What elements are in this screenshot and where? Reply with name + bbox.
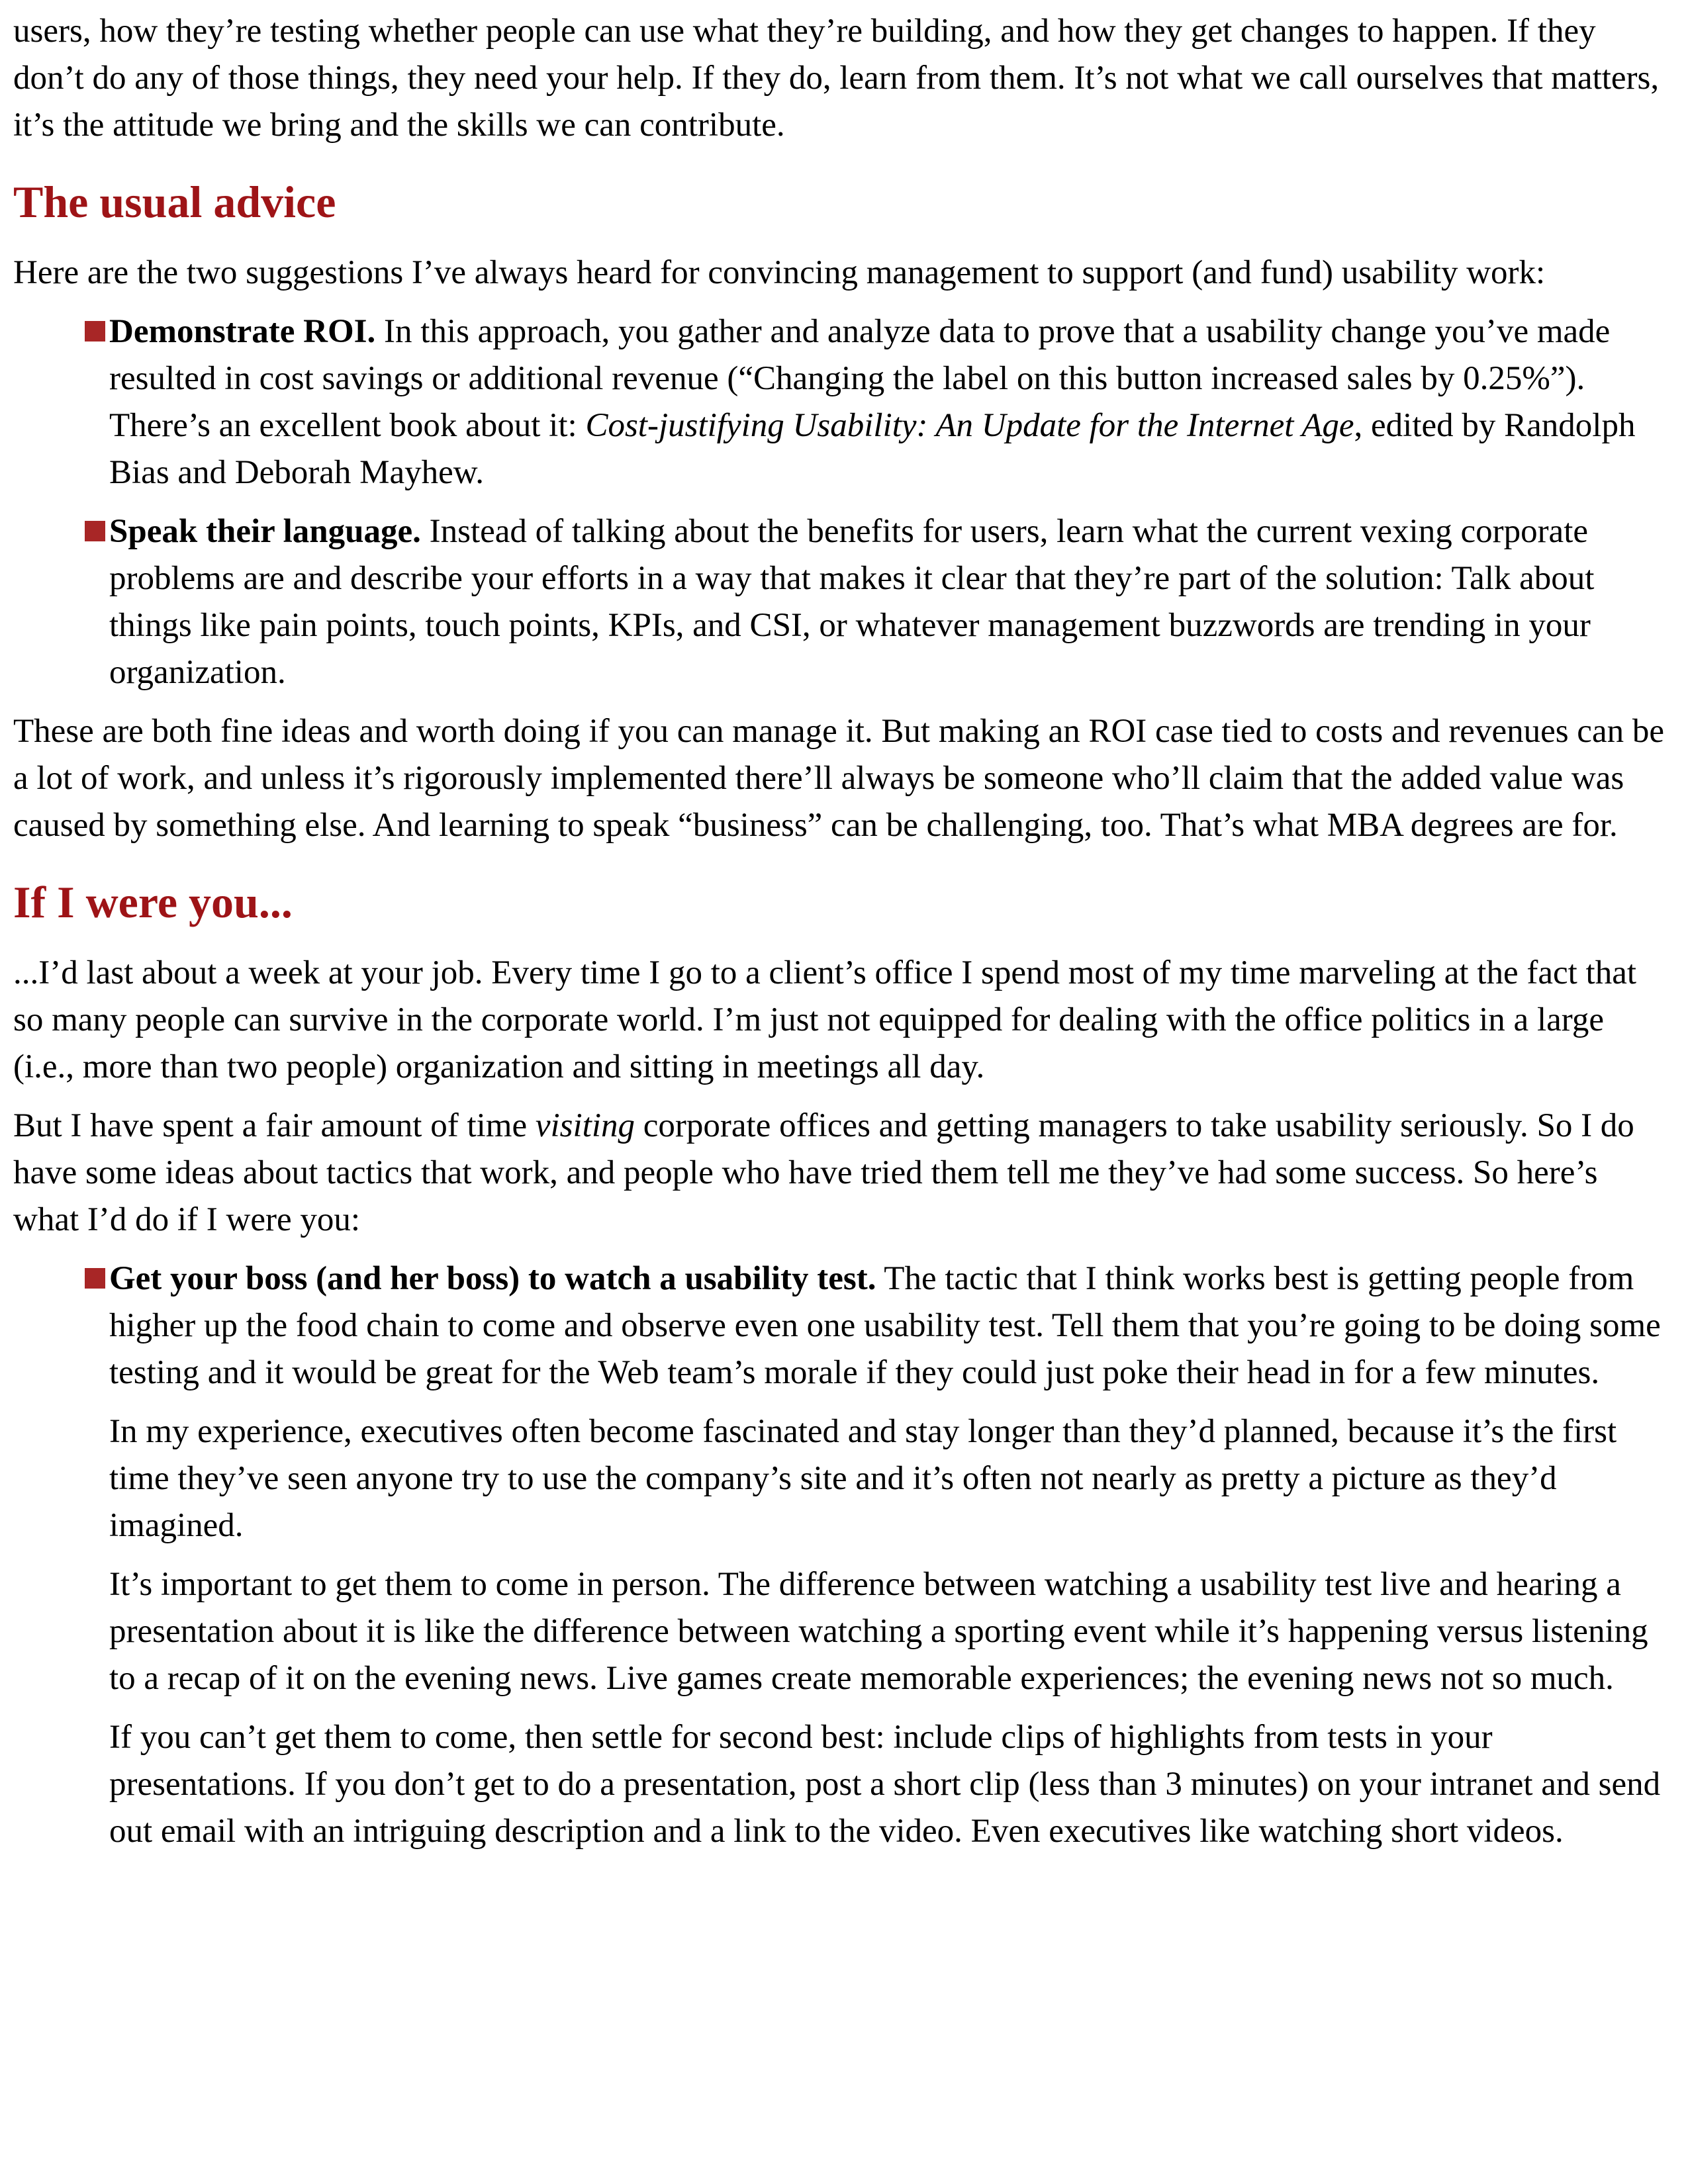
bullet-body-text: , edited by Randolph Bias and Deborah Mayhew. [109, 407, 1636, 491]
bullet-square-icon [85, 521, 105, 541]
heading-usual-advice: The usual advice [13, 177, 336, 227]
italic-word: visiting [535, 1107, 635, 1144]
bullet-lead-text: Speak their language. [109, 513, 421, 550]
usual-advice-intro-paragraph: Here are the two suggestions I’ve always heard for convincing management to support (and fund) usability work: [13, 254, 1546, 291]
advice-bullet-list [13, 308, 1671, 696]
paragraph-text: corporate offices and getting managers to take usability seriously. So I do have some ideas about tactics that work, and people who have tried them tell me they’ve had some success. So here’s what I’d do if I were you: [13, 1107, 1634, 1238]
paragraph-text: But I have spent a fair amount of time [13, 1107, 536, 1144]
bullet-lead-text: Get your boss (and her boss) to watch a usability test. [109, 1260, 876, 1297]
tactic-bullet-list [13, 1255, 1671, 1855]
usual-advice-outro-paragraph: These are both fine ideas and worth doing if you can manage it. But making an ROI case tied to costs and revenues can be a lot of work, and unless it’s rigorously implemented there’ll always be someone who’ll claim that the added value was caused by something else. And learning to speak “business” can be challenging, too. That’s what MBA degrees are for. [13, 713, 1664, 844]
bullet-sub-paragraph-1: In my experience, executives often become fascinated and stay longer than they’d planned, because it’s the first time they’ve seen anyone try to use the company’s site and it’s often not nearly as pretty a picture as they’d imagined. [109, 1413, 1617, 1544]
bullet-square-icon [85, 1268, 105, 1289]
list-item-demonstrate-roi [109, 308, 1671, 496]
heading-if-i-were-you: If I were you... [13, 877, 293, 927]
bullet-body-text: The tactic that I think works best is getting people from higher up the food chain to come and observe even one usability test. Tell them that you’re going to be doing some testing and it would be great for the Web team’s morale if they could just poke their head in for a few minutes. [109, 1260, 1661, 1391]
if-i-were-you-paragraph-2 [13, 1103, 1671, 1244]
list-item-speak-their-language [109, 508, 1671, 696]
bullet-body-text: Instead of talking about the benefits for users, learn what the current vexing corporate problems are and describe your efforts in a way that makes it clear that they’re part of the solution: Talk about things like pain points, touch points, KPIs, and CSI, or whatever management buzzwords are trending in your organization. [109, 513, 1595, 691]
list-item-get-your-boss [109, 1255, 1671, 1855]
bullet-sub-paragraph-2: It’s important to get them to come in person. The difference between watching a usability test live and hearing a presentation about it is like the difference between watching a sporting event while it’s happening versus listening to a recap of it on the evening news. Live games create memorable experiences; the evening news not so much. [109, 1566, 1648, 1697]
if-i-were-you-paragraph-1: ...I’d last about a week at your job. Every time I go to a client’s office I spend most of my time marveling at the fact that so many people can survive in the corporate world. I’m just not equipped for dealing with the office politics in a large (i.e., more than two people) organization and sitting in meetings all day. [13, 954, 1637, 1085]
book-title-text: Cost-justifying Usability: An Update for the Internet Age [585, 407, 1354, 444]
bullet-square-icon [85, 321, 105, 341]
bullet-body-text: In this approach, you gather and analyze data to prove that a usability change you’ve made resulted in cost savings or additional revenue (“Changing the label on this button increased sales by 0.25%”). There’s an excellent book about it: [109, 313, 1611, 444]
intro-paragraph: users, how they’re testing whether people can use what they’re building, and how they get changes to happen. If they don’t do any of those things, they need your help. If they do, learn from them. It’s not what we call ourselves that matters, it’s the attitude we bring and the skills we can contribute. [13, 13, 1660, 144]
bullet-sub-paragraph-3: If you can’t get them to come, then settle for second best: include clips of highlights from tests in your presentations. If you don’t get to do a presentation, post a short clip (less than 3 minutes) on your intranet and send out email with an intriguing description and a link to the video. Even executives like watching short videos. [109, 1719, 1661, 1850]
bullet-lead-text: Demonstrate ROI. [109, 313, 376, 350]
